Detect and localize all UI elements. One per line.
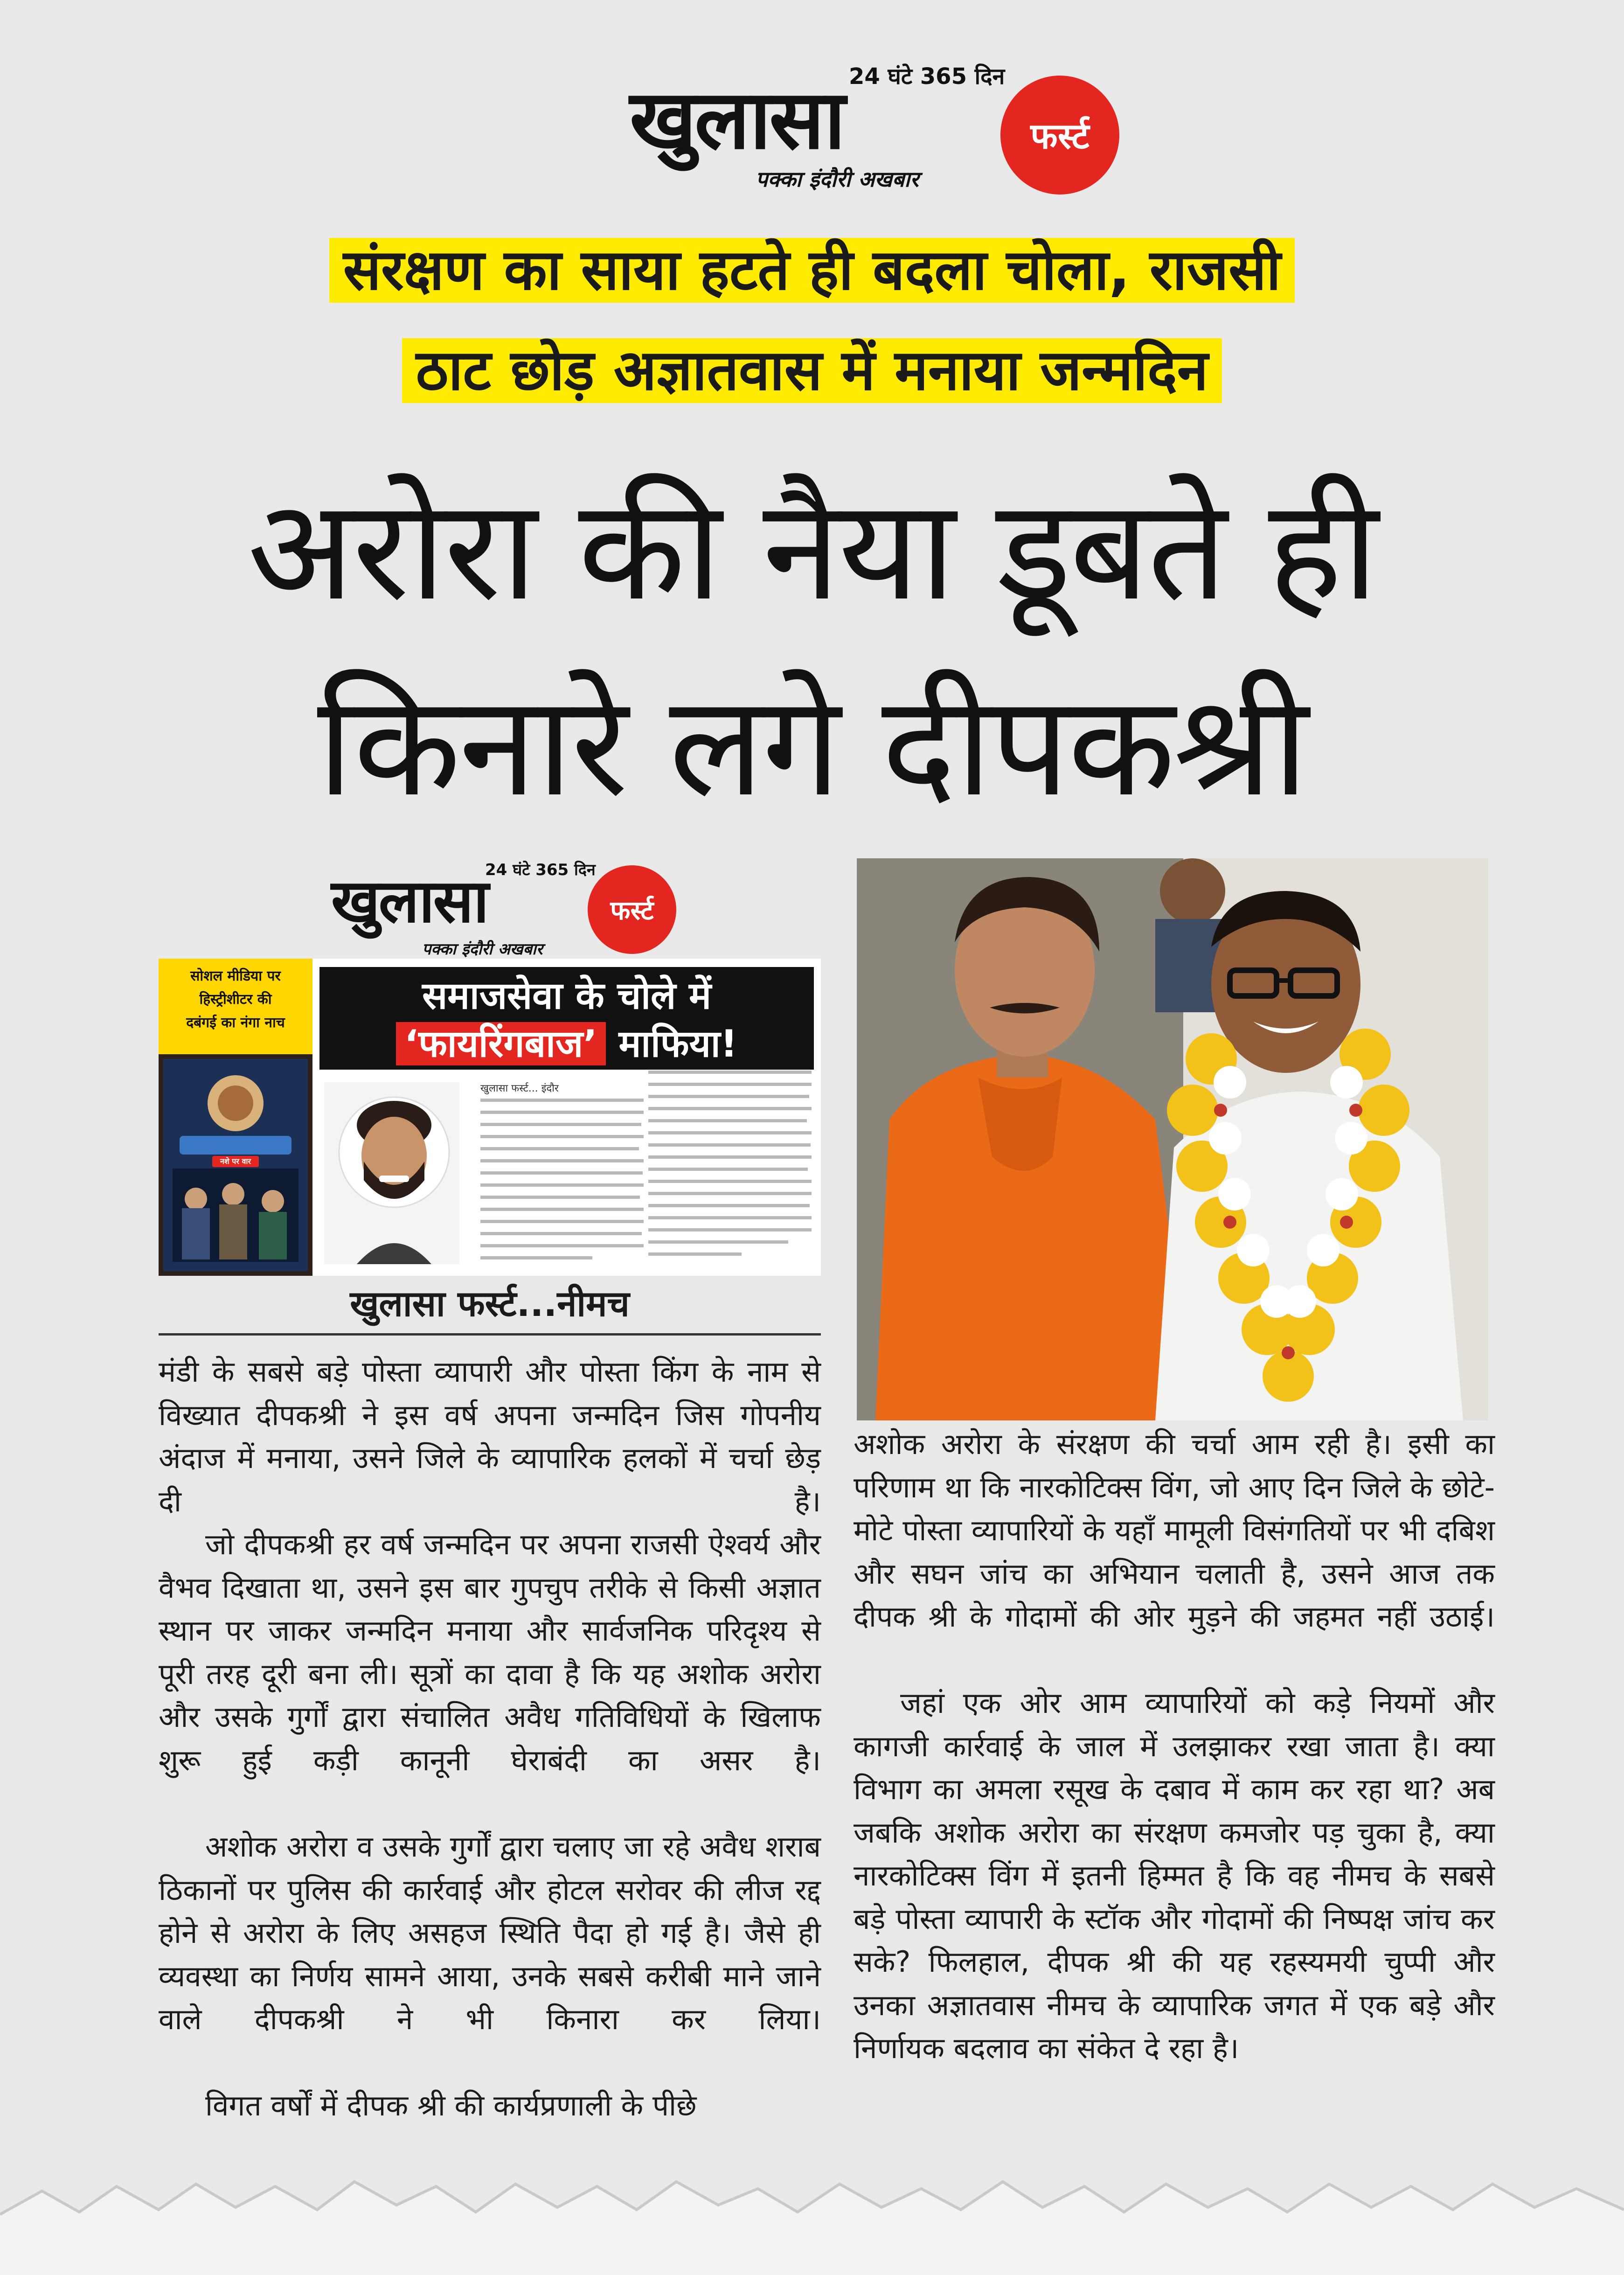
inset-masthead-subtitle: पक्का इंदौरी अखबार (422, 940, 543, 959)
headline-line-1: अरोरा की नैया डूबते ही (247, 469, 1377, 632)
clipping-byline: खुलासा फर्स्ट... इंदौर (480, 1083, 559, 1094)
headline-line-2: किनारे लगे दीपकश्री (317, 665, 1307, 828)
side-photo-caption: नशे पर वार (220, 1157, 251, 1166)
clipping-side-line-3: दबंगई का नंगा नाच (186, 1015, 285, 1031)
portrait-art (324, 1082, 459, 1264)
clipping-portrait (324, 1082, 459, 1264)
clipping-headline-highlight: ‘फायरिंगबाज’ (396, 1022, 606, 1065)
event-photo (857, 858, 1488, 1420)
left-paragraph-4: विगत वर्षों में दीपक श्री की कार्यप्रणाली के पीछे (205, 2088, 697, 2122)
clipping-headline-line-1: समाजसेवा के चोले में (422, 974, 711, 1017)
kicker-line-2: ठाट छोड़ अज्ञातवास में मनाया जन्मदिन (0, 336, 1624, 406)
previous-story-clipping (159, 959, 821, 1276)
left-paragraph-3: अशोक अरोरा व उसके गुर्गों द्वारा चलाए जा रहे अवैध शराब ठिकानों पर पुलिस की कार्रवाई और होटल सरोवर की लीज रद्द होने से अरोरा के लिए असहज स्थिति पैदा हो गई है। जैसे ही व्यवस्था का निर्णय सामने आया, उनके सबसे करीबी माने जाने वाले दीपकश्री ने भी किनारा कर लिया। (159, 1830, 821, 2036)
masthead-subtitle: पक्का इंदौरी अखबार (756, 167, 919, 192)
torn-paper-edge (0, 2121, 1624, 2275)
clipping-side-photo (163, 1059, 308, 1271)
dateline: खुलासा फर्स्ट...नीमच (350, 1283, 630, 1324)
clipping-text-column-1 (480, 1099, 648, 1276)
inset-masthead-tagline: 24 घंटे 365 दिन (485, 861, 596, 879)
clipping-headline-line-2 (319, 1021, 814, 1067)
inset-masthead (331, 858, 695, 966)
clipping-text-column-2 (648, 1071, 816, 1257)
kicker-line-1: संरक्षण का साया हटते ही बदला चोला, राजसी (0, 236, 1624, 306)
left-paragraph-2: जो दीपकश्री हर वर्ष जन्मदिन पर अपना राजसी ऐश्वर्य और वैभव दिखाता था, उसने इस बार गुपचुप तरीके से किसी अज्ञात स्थान पर जाकर जन्मदिन मनाया और सार्वजनिक परिदृश्य से पूरी तरह दूरी बना ली। सूत्रों का दावा है कि यह अशोक अरोरा और उसके गुर्गों द्वारा संचालित अवैध गतिविधियों के खिलाफ शुरू हुई कड़ी कानूनी घेराबंदी का असर है। (159, 1527, 821, 1777)
masthead (630, 61, 1133, 196)
inset-masthead-logo-circle: फर्स्ट (588, 865, 676, 954)
masthead-tagline: 24 घंटे 365 दिन (849, 63, 1005, 90)
masthead-logo-circle: फर्स्ट (1000, 76, 1119, 195)
left-paragraph-1: मंडी के सबसे बड़े पोस्ता व्यापारी और पोस्ता किंग के नाम से विख्यात दीपकश्री ने इस वर्ष अपना जन्मदिन जिस गोपनीय अंदाज में मनाया, उसने जिले के व्यापारिक हलकों में चर्चा छेड़ दी है। (159, 1355, 821, 1518)
clipping-side-line-2: हिस्ट्रीशीटर की (199, 991, 272, 1008)
clipping-headline-banner (319, 967, 814, 1070)
clipping-side-line-1: सोशल मीडिया पर (190, 968, 281, 984)
masthead-wordmark: खुलासा (630, 73, 844, 167)
dateline-rule (159, 1333, 821, 1336)
clipping-headline-rest: माफिया! (618, 1022, 738, 1065)
inset-masthead-wordmark: खुलासा (331, 867, 488, 936)
right-paragraph-1: अशोक अरोरा के संरक्षण की चर्चा आम रही है। इसी का परिणाम था कि नारकोटिक्स विंग, जो आए दिन जिले के छोटे-मोटे पोस्ता व्यापारियों के यहाँ मामूली विसंगतियों पर भी दबिश और सघन जांच का अभियान चलाती है, उसने आज तक दीपक श्री के गोदामों की ओर मुड़ने की जहमत नहीं उठाई। (854, 1427, 1495, 1634)
event-photo-art (857, 858, 1488, 1420)
right-paragraph-2: जहां एक ओर आम व्यापारियों को कड़े नियमों और कागजी कार्रवाई के जाल में उलझाकर रखा जाता है। क्या विभाग का अमला रसूख के दबाव में काम कर रहा था? अब जबकि अशोक अरोरा का संरक्षण कमजोर पड़ चुका है, क्या नारकोटिक्स विंग में इतनी हिम्मत है कि वह नीमच के सबसे बड़े पोस्ता व्यापारी के स्टॉक और गोदामों की निष्पक्ष जांच कर सके? फिलहाल, दीपक श्री की यह रहस्यमयी चुप्पी और उनका अज्ञातवास नीमच के व्यापारिक जगत में एक बड़े और निर्णायक बदलाव का संकेत दे रहा है। (854, 1686, 1495, 2065)
